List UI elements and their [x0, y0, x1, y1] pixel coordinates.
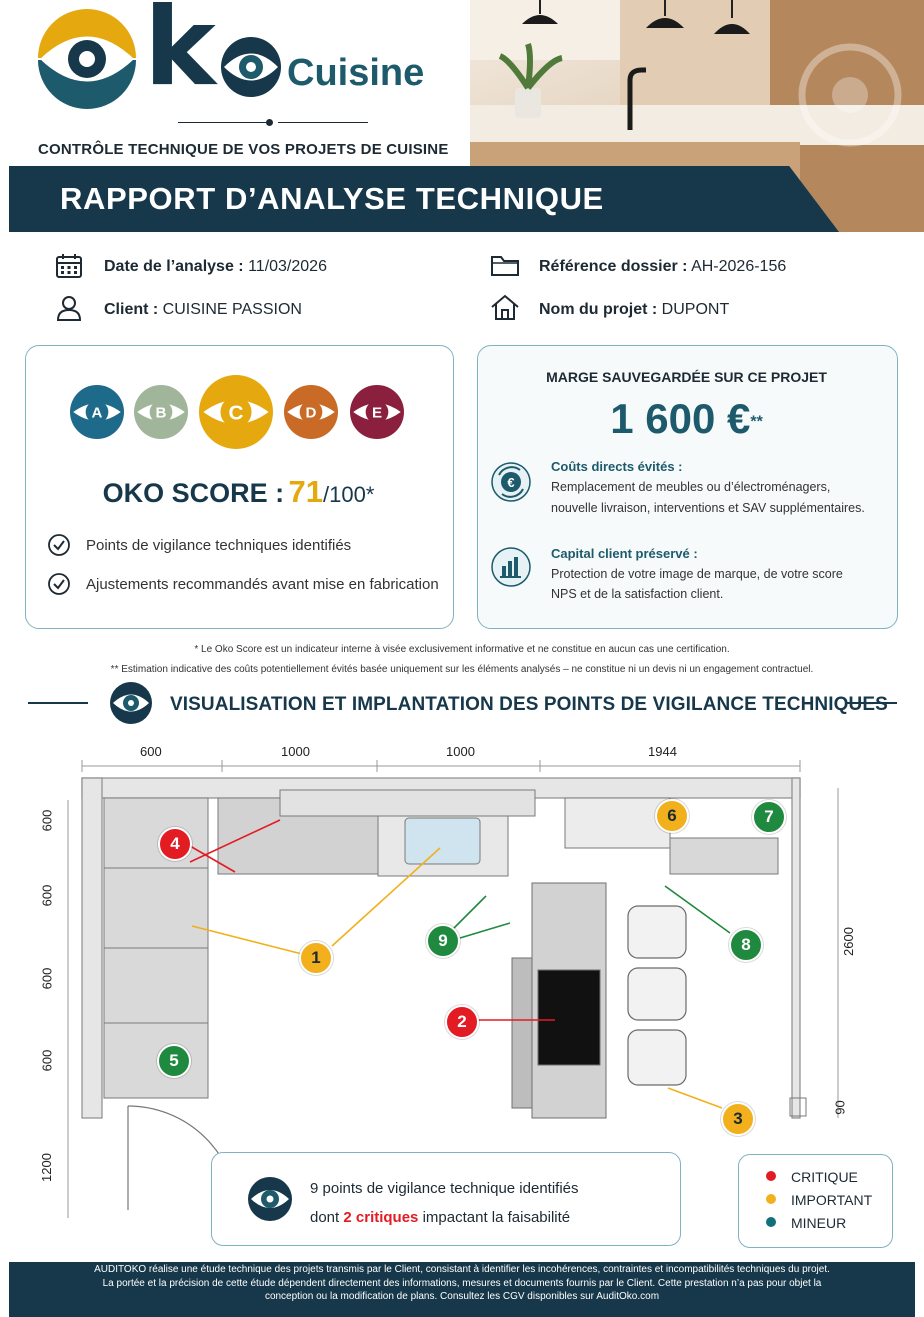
logo-letter-k: k: [144, 0, 216, 110]
legend-important: IMPORTANT: [791, 1192, 873, 1208]
summary-line-1: 9 points de vigilance technique identifiés: [310, 1180, 579, 1197]
dim-top-1: 600: [140, 744, 162, 759]
margin-item-1-line2: nouvelle livraison, interventions et SAV supplémentaires.: [551, 501, 865, 515]
footnote-score: * Le Oko Score est un indicateur interne à visée exclusivement informative et ne constitue en aucun cas une certification.: [194, 644, 730, 655]
summary-line-2: [310, 1209, 570, 1226]
dim-top-4: 1944: [648, 744, 677, 759]
margin-amount: [477, 395, 896, 443]
grade-e-icon: [350, 385, 404, 439]
eye-summary-icon: [246, 1175, 294, 1223]
grade-d-letter: D: [305, 404, 317, 422]
margin-title: MARGE SAUVEGARDÉE SUR CE PROJET: [546, 369, 827, 385]
vigilance-marker-6[interactable]: 6: [655, 799, 689, 833]
summary-post: impactant la faisabilité: [422, 1209, 571, 1226]
vigilance-marker-3[interactable]: 3: [721, 1102, 755, 1136]
grade-e-letter: E: [371, 404, 383, 422]
oko-logo: [34, 0, 464, 120]
project-name: [539, 301, 729, 319]
margin-item-2-line2: NPS et de la satisfaction client.: [551, 587, 724, 601]
grade-a-icon: [70, 385, 124, 439]
dim-left-3: 600: [39, 967, 55, 990]
floor-plan: [0, 728, 924, 1258]
amount-footnote: **: [750, 413, 763, 431]
check-circle-icon: [47, 533, 71, 557]
divider-right: [278, 122, 368, 123]
vigilance-marker-4[interactable]: 4: [158, 827, 192, 861]
grade-c-letter: C: [228, 401, 244, 425]
client-value: CUISINE PASSION: [162, 301, 302, 318]
svg-text:€: €: [507, 475, 515, 490]
folder-icon: [490, 253, 520, 277]
footnote-margin: ** Estimation indicative des coûts potentiellement évités basée uniquement sur les éléments analysés – ne constitue ni un devis ni un engagement contractuel.: [110, 664, 814, 675]
dim-left-4: 600: [39, 1049, 55, 1072]
euro-cycle-icon: [490, 461, 532, 503]
dim-left-2: 600: [39, 884, 55, 907]
score-value: 71: [288, 474, 324, 509]
eye-logo-icon: [34, 8, 140, 110]
client: [104, 301, 302, 319]
dim-top-3: 1000: [446, 744, 475, 759]
vigilance-marker-1[interactable]: 1: [299, 941, 333, 975]
margin-item-2-heading: Capital client préservé :: [551, 546, 698, 561]
score-suffix: /100*: [323, 482, 375, 507]
vigilance-marker-8[interactable]: 8: [729, 928, 763, 962]
report-title: RAPPORT D’ANALYSE TECHNIQUE: [60, 181, 604, 216]
margin-item-1-heading: Coûts directs évités :: [551, 459, 683, 474]
dim-top-2: 1000: [281, 744, 310, 759]
grade-b-icon: [134, 385, 188, 439]
grade-b-letter: B: [155, 404, 167, 422]
vigilance-marker-9[interactable]: 9: [426, 924, 460, 958]
project-label: Nom du projet :: [539, 301, 658, 318]
dim-right-1: 2600: [840, 927, 856, 956]
dim-left-5: 1200: [38, 1153, 54, 1182]
vigilance-marker-5[interactable]: 5: [157, 1044, 191, 1078]
section-rule-left: [28, 702, 88, 704]
vigilance-marker-2[interactable]: 2: [445, 1005, 479, 1039]
project-value: DUPONT: [661, 301, 730, 318]
divider-left: [178, 122, 268, 123]
section-title: VISUALISATION ET IMPLANTATION DES POINTS DE VIGILANCE TECHNIQUES: [170, 694, 888, 715]
dim-left-1: 600: [39, 809, 55, 832]
eye-section-icon: [108, 680, 154, 726]
grade-c-icon: [199, 375, 273, 449]
amount-value: 1 600 €: [610, 395, 751, 442]
footer-line-3: conception ou la modification de plans. Consultez les CGV disponibles sur AuditOko.com: [264, 1291, 660, 1302]
analysis-date: [104, 258, 327, 276]
margin-item-2-line1: Protection de votre image de marque, de votre score: [551, 567, 843, 581]
dim-right-2: 90: [832, 1100, 848, 1115]
footer-disclaimer: [9, 1262, 915, 1317]
date-label: Date de l’analyse :: [104, 258, 244, 275]
summary-critical: 2 critiques: [343, 1209, 419, 1226]
footer-line-1: AUDITOKO réalise une étude technique des projets transmis par le Client, consistant à identifier les incohérences, contraintes et incompatibilités techniques du projet.: [94, 1264, 830, 1275]
check-item-2: Ajustements recommandés avant mise en fabrication: [86, 576, 439, 593]
check-circle-icon: [47, 572, 71, 596]
ref-label: Référence dossier :: [539, 258, 688, 275]
grade-a-letter: A: [91, 404, 103, 422]
legend-dot-important: [766, 1194, 776, 1204]
bar-chart-icon: [490, 546, 532, 588]
margin-item-1-line1: Remplacement de meubles ou d’électroménagers,: [551, 480, 831, 494]
grade-d-icon: [284, 385, 338, 439]
footer-line-2: La portée et la précision de cette étude dépendent directement des informations, mesures et documents fournis par le Client. Cette prestation n’a pas pour objet la: [102, 1277, 822, 1289]
check-item-1: Points de vigilance techniques identifiés: [86, 537, 352, 554]
ref-value: AH-2026-156: [691, 258, 787, 275]
legend-mineur: MINEUR: [791, 1215, 847, 1231]
calendar-icon: [55, 253, 83, 279]
oko-score: [0, 474, 477, 510]
legend-dot-mineur: [766, 1217, 776, 1227]
tagline: CONTRÔLE TECHNIQUE DE VOS PROJETS DE CUISINE: [38, 141, 449, 158]
eye-logo-small-icon: [218, 34, 284, 100]
user-icon: [55, 294, 83, 322]
grade-scale: [70, 372, 410, 452]
legend-dot-critique: [766, 1171, 776, 1181]
legend-critique: CRITIQUE: [791, 1169, 858, 1185]
logo-cuisine-text: Cuisine: [287, 52, 425, 94]
client-label: Client :: [104, 301, 159, 318]
vigilance-marker-7[interactable]: 7: [752, 800, 786, 834]
date-value: 11/03/2026: [248, 258, 327, 275]
divider-dot: [266, 119, 273, 126]
summary-pre: dont: [310, 1209, 340, 1226]
score-title: OKO SCORE :: [102, 478, 285, 508]
reference: [539, 258, 786, 276]
home-icon: [490, 293, 520, 321]
